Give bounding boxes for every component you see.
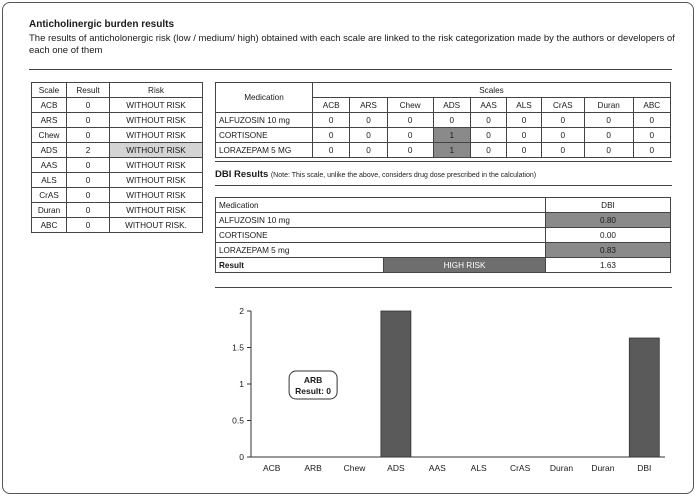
scale-value: 0 [584, 128, 633, 143]
medication-name: ALFUZOSIN 10 mg [216, 113, 313, 128]
x-tick-label: CrAS [509, 463, 531, 473]
scale-value: 0 [313, 143, 350, 158]
x-tick-label: ALS [470, 463, 487, 473]
scale-row [32, 143, 203, 158]
scale-risk: WITHOUT RISK [110, 203, 203, 218]
x-tick-label: ADS [387, 463, 405, 473]
dbi-row [216, 243, 671, 258]
x-tick-label: DBI [637, 463, 652, 473]
scale-result: 0 [67, 173, 110, 188]
scale-value: 0 [541, 128, 584, 143]
scale-row [32, 173, 203, 188]
x-tick-label: ACB [262, 463, 281, 473]
dbi-medication: LORAZEPAM 5 mg [216, 243, 546, 258]
dbi-row [216, 213, 671, 228]
y-tick-label: 1 [239, 379, 244, 389]
medication-name: LORAZEPAM 5 MG [216, 143, 313, 158]
scale-risk: WITHOUT RISK [110, 173, 203, 188]
scale-value: 1 [433, 143, 470, 158]
scale-result: 0 [67, 113, 110, 128]
y-tick-label: 2 [239, 306, 244, 316]
scale-value: 0 [350, 113, 387, 128]
dbi-result-label: Result [216, 258, 384, 273]
scale-name: ACB [32, 98, 67, 113]
dbi-result-value: 1.63 [546, 258, 671, 273]
dbi-medication: CORTISONE [216, 228, 546, 243]
scale-value: 0 [507, 143, 541, 158]
page-title: Anticholinergic burden results [29, 19, 175, 30]
col-medication: Medication [216, 83, 313, 113]
dbi-result-row [216, 258, 671, 273]
scale-value: 0 [350, 143, 387, 158]
scale-value: 0 [387, 143, 433, 158]
medication-row [216, 143, 671, 158]
y-tick-label: 0.5 [232, 415, 244, 426]
dbi-note: (Note: This scale, unlike the above, considers drug dose prescribed in the calculation) [270, 172, 537, 179]
scale-result: 0 [67, 203, 110, 218]
dbi-divider [215, 185, 672, 186]
scale-value: 0 [507, 128, 541, 143]
col-risk: Risk [110, 83, 203, 98]
results-panel [2, 2, 694, 494]
x-tick-label: ARB [304, 463, 322, 473]
scale-value: 0 [633, 128, 670, 143]
scale-value: 0 [387, 113, 433, 128]
scale-value: 0 [584, 143, 633, 158]
x-tick-label: AAS [428, 463, 446, 473]
dbi-section-title [215, 169, 536, 180]
scale-name: ARS [32, 113, 67, 128]
dbi-col-dbi: DBI [546, 198, 671, 213]
scale-result: 0 [67, 188, 110, 203]
scale-results-table [31, 82, 203, 233]
tooltip-text: Result: 0 [295, 386, 332, 396]
scale-row [32, 128, 203, 143]
scale-row [32, 218, 203, 233]
scale-name: ALS [32, 173, 67, 188]
scale-value: 0 [633, 113, 670, 128]
y-tick-label: 1.5 [232, 342, 244, 353]
scale-value: 1 [433, 128, 470, 143]
bar [381, 311, 411, 457]
dbi-row [216, 228, 671, 243]
scale-value: 0 [541, 143, 584, 158]
scale-result: 0 [67, 158, 110, 173]
scale-value: 0 [313, 128, 350, 143]
medication-row [216, 113, 671, 128]
col-result: Result [67, 83, 110, 98]
page-subtitle: The results of anticholonergic risk (low / medium/ high) obtained with each scale are linked to the risk categorization made by the authors or developers of each one of them [29, 33, 675, 56]
scale-name: CrAS [32, 188, 67, 203]
dbi-table [215, 197, 671, 273]
scale-risk: WITHOUT RISK [110, 143, 203, 158]
scale-column-header: AAS [470, 98, 506, 113]
dbi-result-risk: HIGH RISK [384, 258, 546, 273]
scale-value: 0 [584, 113, 633, 128]
dbi-value: 0.83 [546, 243, 671, 258]
x-tick-label: Duran [591, 463, 615, 473]
scale-value: 0 [470, 143, 506, 158]
scale-risk: WITHOUT RISK [110, 113, 203, 128]
anticholinergic-bar-chart [215, 299, 671, 479]
scale-value: 0 [541, 113, 584, 128]
scale-name: ABC [32, 218, 67, 233]
scale-risk: WITHOUT RISK [110, 98, 203, 113]
scale-row [32, 188, 203, 203]
col-scale: Scale [32, 83, 67, 98]
scale-column-header: ADS [433, 98, 470, 113]
scale-result: 2 [67, 143, 110, 158]
dbi-value: 0.00 [546, 228, 671, 243]
bar [629, 338, 659, 457]
scale-result: 0 [67, 128, 110, 143]
scale-name: Duran [32, 203, 67, 218]
scale-value: 0 [387, 128, 433, 143]
scale-risk: WITHOUT RISK. [110, 218, 203, 233]
dbi-title: DBI Results [215, 169, 269, 180]
scale-column-header: ABC [633, 98, 670, 113]
scale-value: 0 [313, 113, 350, 128]
x-tick-label: Chew [343, 463, 366, 473]
chart-divider [215, 287, 672, 288]
scale-row [32, 98, 203, 113]
scale-column-header: ALS [507, 98, 541, 113]
scale-column-header: Duran [584, 98, 633, 113]
x-tick-label: Duran [549, 463, 574, 473]
medication-scales-table [215, 82, 671, 158]
medication-name: CORTISONE [216, 128, 313, 143]
scale-value: 0 [470, 128, 506, 143]
scale-value: 0 [507, 113, 541, 128]
scale-name: Chew [32, 128, 67, 143]
scale-value: 0 [433, 113, 470, 128]
scale-result: 0 [67, 218, 110, 233]
scale-row [32, 113, 203, 128]
scales-divider [215, 161, 672, 162]
scale-risk: WITHOUT RISK [110, 128, 203, 143]
scale-column-header: CrAS [541, 98, 584, 113]
scale-name: ADS [32, 143, 67, 158]
scale-row [32, 158, 203, 173]
header-divider [29, 69, 672, 70]
scale-value: 0 [350, 128, 387, 143]
scale-row [32, 203, 203, 218]
scale-value: 0 [633, 143, 670, 158]
scale-column-header: ARS [350, 98, 387, 113]
scales-group-header: Scales [313, 83, 671, 98]
y-tick-label: 0 [239, 452, 244, 462]
scale-value: 0 [470, 113, 506, 128]
scale-column-header: ACB [313, 98, 350, 113]
dbi-value: 0.80 [546, 213, 671, 228]
scale-risk: WITHOUT RISK [110, 188, 203, 203]
medication-row [216, 128, 671, 143]
scale-result: 0 [67, 98, 110, 113]
tooltip-title: ARB [303, 375, 323, 385]
dbi-col-medication: Medication [216, 198, 546, 213]
scale-column-header: Chew [387, 98, 433, 113]
scale-name: AAS [32, 158, 67, 173]
dbi-medication: ALFUZOSIN 10 mg [216, 213, 546, 228]
scale-risk: WITHOUT RISK [110, 158, 203, 173]
